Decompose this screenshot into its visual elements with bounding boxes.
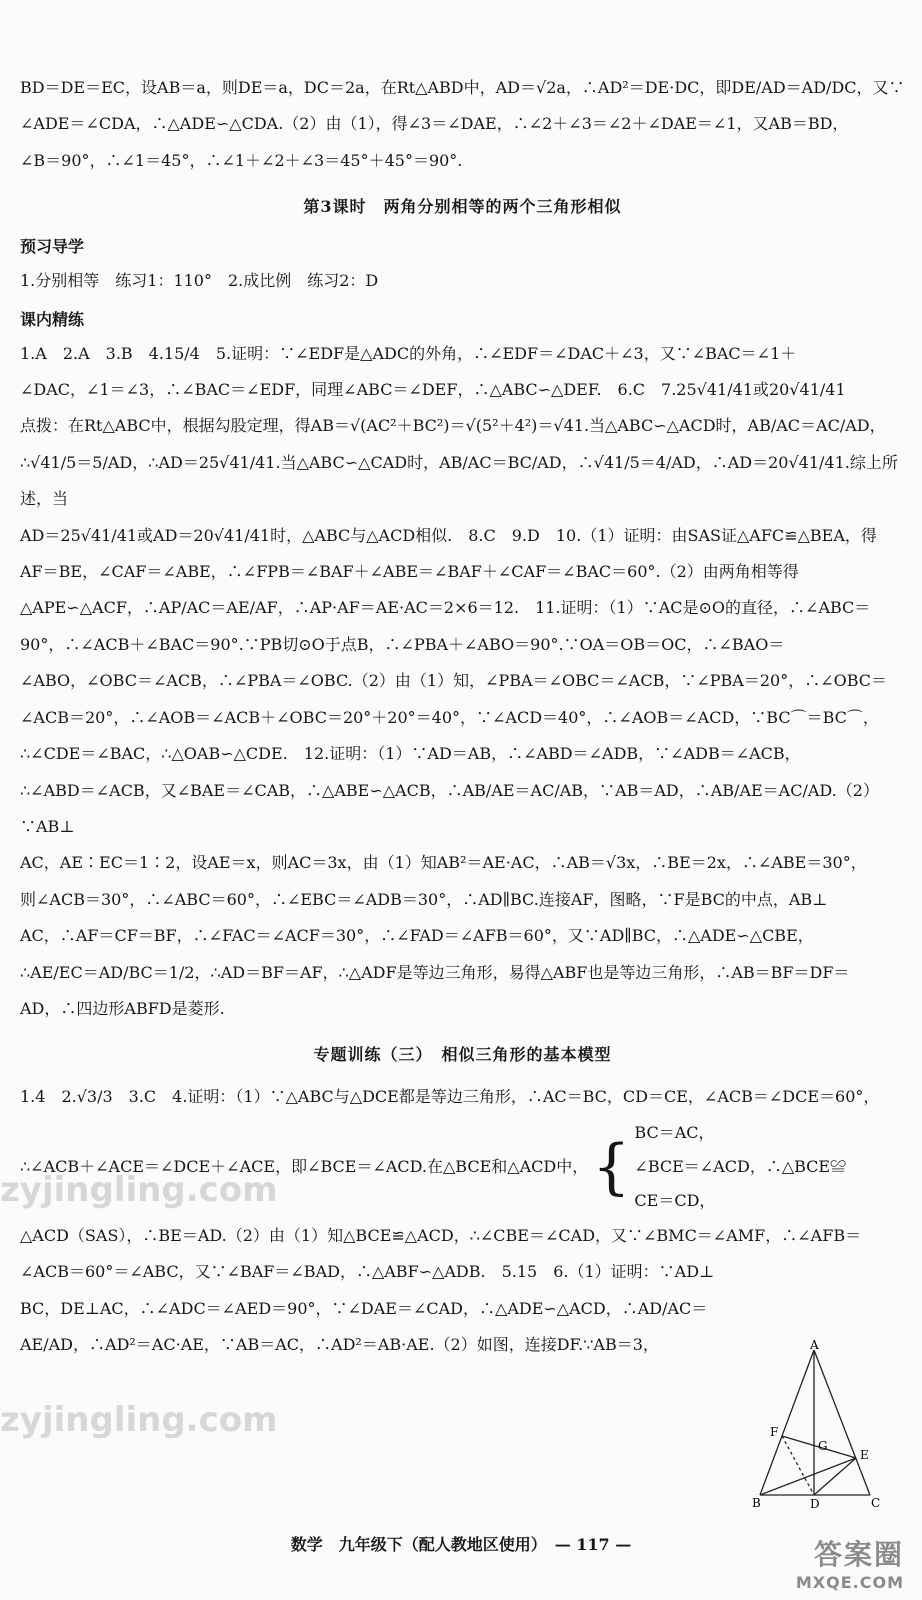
- text-line: AD＝25√41/41或AD＝20√41/41时，△ABC与△ACD相似. 8.C 9.D 10.（1）证明：由SAS证△AFC≌△BEA，得: [20, 525, 877, 545]
- text-line: ∠ADE＝∠CDA，∴△ADE∽△CDA.（2）由（1），得∠3＝∠DAE，∴∠2＋∠3＝∠2＋∠DAE＝∠1，又AB＝BD，: [20, 114, 849, 134]
- segment-be: [760, 1458, 856, 1495]
- text-line: 则∠ACB＝30°，∴∠ABC＝60°，∴∠EBC＝∠ADB＝30°，∴AD∥BC.连接AF，图略，∵F是BC的中点，AB⊥: [20, 889, 828, 909]
- text-line: 1.A 2.A 3.B 4.15/4 5.证明：∵∠EDF是△ADC的外角，∴∠EDF＝∠DAC＋∠3，又∵∠BAC＝∠1＋: [20, 343, 797, 363]
- text-line: AF＝BE，∠CAF＝∠ABE，∴∠FPB＝∠BAF＋∠ABE＝∠BAF＋∠CAF＝∠BAC＝60°.（2）由两角相等得: [20, 562, 799, 582]
- section-title: 第3课时 两角分别相等的两个三角形相似: [303, 197, 622, 217]
- text-line: 1.分别相等 练习1：110° 2.成比例 练习2：D: [20, 271, 379, 291]
- text-line: ∴√41/5＝5/AD，∴AD＝25√41/41.当△ABC∽△CAD时，AB/AC＝BC/AD，∴√41/5＝4/AD，∴AD＝20√41/41.综上所述，当: [20, 452, 898, 509]
- text-line: BC，DE⊥AC，∴∠ADC＝∠AED＝90°，∵∠DAE＝∠CAD，∴△ADE∽△ACD，∴AD/AC＝: [20, 1298, 708, 1318]
- text-line: ∴AE/EC＝AD/BC＝1/2，∴AD＝BF＝AF，∴△ADF是等边三角形，易得△ABF也是等边三角形，∴AB＝BF＝DF＝: [20, 962, 850, 982]
- segment-ac: [814, 1350, 870, 1495]
- logo-main: 答案圈: [813, 1538, 904, 1571]
- text-line: ∴∠CDE＝∠BAC，∴△OAB∽△CDE. 12.证明：（1）∵AD＝AB，∴∠ABD＝∠ADB，∵∠ADB＝∠ACB，: [20, 744, 801, 764]
- subheading-preview: 预习导学: [20, 237, 85, 257]
- brace-icon: {: [592, 1131, 631, 1202]
- text-line: AE/AD，∴AD²＝AC·AE，∵AB＝AC，∴AD²＝AB·AE.（2）如图，连接DF.∵AB＝3，: [20, 1334, 659, 1354]
- page-footer: 数学 九年级下（配人教地区使用） — 117 —: [290, 1535, 632, 1554]
- segment-de: [814, 1458, 856, 1495]
- text-line: △APE∽△ACF，∴AP/AC＝AE/AF，∴AP·AF＝AE·AC＝2×6＝12. 11.证明：（1）∵AC是⊙O的直径，∴∠ABC＝: [20, 598, 871, 618]
- label-d: D: [810, 1497, 820, 1510]
- text-line: 90°，∴∠ACB＋∠BAC＝90°.∵PB切⊙O于点B，∴∠PBA＋∠ABO＝90°.∵OA＝OB＝OC，∴∠BAO＝: [20, 634, 785, 654]
- label-e: E: [860, 1448, 869, 1462]
- text-line: ∠ACB＝60°＝∠ABC，又∵∠BAF＝∠BAD，∴△ABF∽△ADB. 5.15 6.（1）证明：∵AD⊥: [20, 1262, 715, 1282]
- text-line: ∴∠ABD＝∠ACB，又∠BAE＝∠CAB，∴△ABE∽△ACB，∴AB/AE＝AC/AB，∵AB＝AD，∴AB/AE＝AC/AD.（2）∵AB⊥: [20, 780, 879, 836]
- text-line: ∴∠ACB＋∠ACE＝∠DCE＋∠ACE，即∠BCE＝∠ACD.在△BCE和△ACD中，: [20, 1156, 589, 1176]
- label-f: F: [770, 1425, 779, 1439]
- watermark-text: zyjingling.com: [0, 1170, 278, 1210]
- text-line: ∠DAC，∠1＝∠3，∴∠BAC＝∠EDF，同理∠ABC＝∠DEF，∴△ABC∽△DEF. 6.C 7.25√41/41或20√41/41: [20, 380, 846, 400]
- segment-ab: [760, 1350, 814, 1495]
- text-line: ∠B＝90°，∴∠1＝45°，∴∠1＋∠2＋∠3＝45°＋45°＝90°.: [20, 150, 463, 170]
- triangle-figure: [752, 1340, 902, 1510]
- section-title: 专题训练（三） 相似三角形的基本模型: [313, 1045, 612, 1065]
- text-line: 点拨：在Rt△ABC中，根据勾股定理，得AB＝√(AC²＋BC²)＝√(5²＋4²)＝√41.当△ABC∽△ACD时，AB/AC＝AC/AD，: [20, 416, 886, 436]
- label-g: G: [818, 1439, 828, 1453]
- text-line: ∠ABO，∠OBC＝∠ACB，∴∠PBA＝∠OBC.（2）由（1）知，∠PBA＝∠OBC＝∠ACB，∵∠PBA＝20°，∴∠OBC＝: [20, 671, 888, 691]
- label-b: B: [752, 1496, 761, 1510]
- text-line: ∠ACB＝20°，∴∠AOB＝∠ACB＋∠OBC＝20°＋20°＝40°，∵∠ACD＝40°，∴∠AOB＝∠ACD，∵BC⌒＝BC⌒，: [20, 707, 879, 727]
- brace-line: ∠BCE＝∠ACD，∴△BCE≌: [634, 1156, 847, 1176]
- text-line: AD，∴四边形ABFD是菱形.: [20, 998, 225, 1018]
- logo-url: MXQE.COM: [795, 1573, 904, 1592]
- text-line: AC，AE∶EC＝1∶2，设AE＝x，则AC＝3x，由（1）知AB²＝AE·AC，∴AB＝√3x，∴BE＝2x，∴∠ABE＝30°，: [20, 853, 867, 873]
- watermark-text: zyjingling.com: [0, 1400, 278, 1440]
- brace-line: BC＝AC，: [634, 1122, 715, 1142]
- label-c: C: [871, 1496, 881, 1510]
- brace-lines: [634, 1116, 846, 1218]
- text-line: AC，∴AF＝CF＝BF，∴∠FAC＝∠ACF＝30°，∴∠FAD＝∠AFB＝60°，又∵AD∥BC，∴△ADE∽△CBE，: [20, 926, 814, 946]
- site-logo: [796, 1533, 904, 1592]
- text-line: 1.4 2.√3/3 3.C 4.证明：（1）∵△ABC与△DCE都是等边三角形，∴AC＝BC，CD＝CE，∠ACB＝∠DCE＝60°，: [20, 1087, 880, 1107]
- segment-fd: [782, 1436, 814, 1495]
- brace-line: CE＝CD，: [634, 1190, 716, 1210]
- label-a: A: [810, 1340, 819, 1352]
- subheading-class: 课内精练: [20, 309, 85, 329]
- text-line: BD＝DE＝EC，设AB＝a，则DE＝a，DC＝2a，在Rt△ABD中，AD＝√2a，∴AD²＝DE·DC，即DE/AD＝AD/DC，又∵: [20, 78, 905, 97]
- text-line: △ACD（SAS），∴BE＝AD.（2）由（1）知△BCE≌△ACD，∴∠CBE＝∠CAD，又∵∠BMC＝∠AMF，∴∠AFB＝: [20, 1225, 862, 1245]
